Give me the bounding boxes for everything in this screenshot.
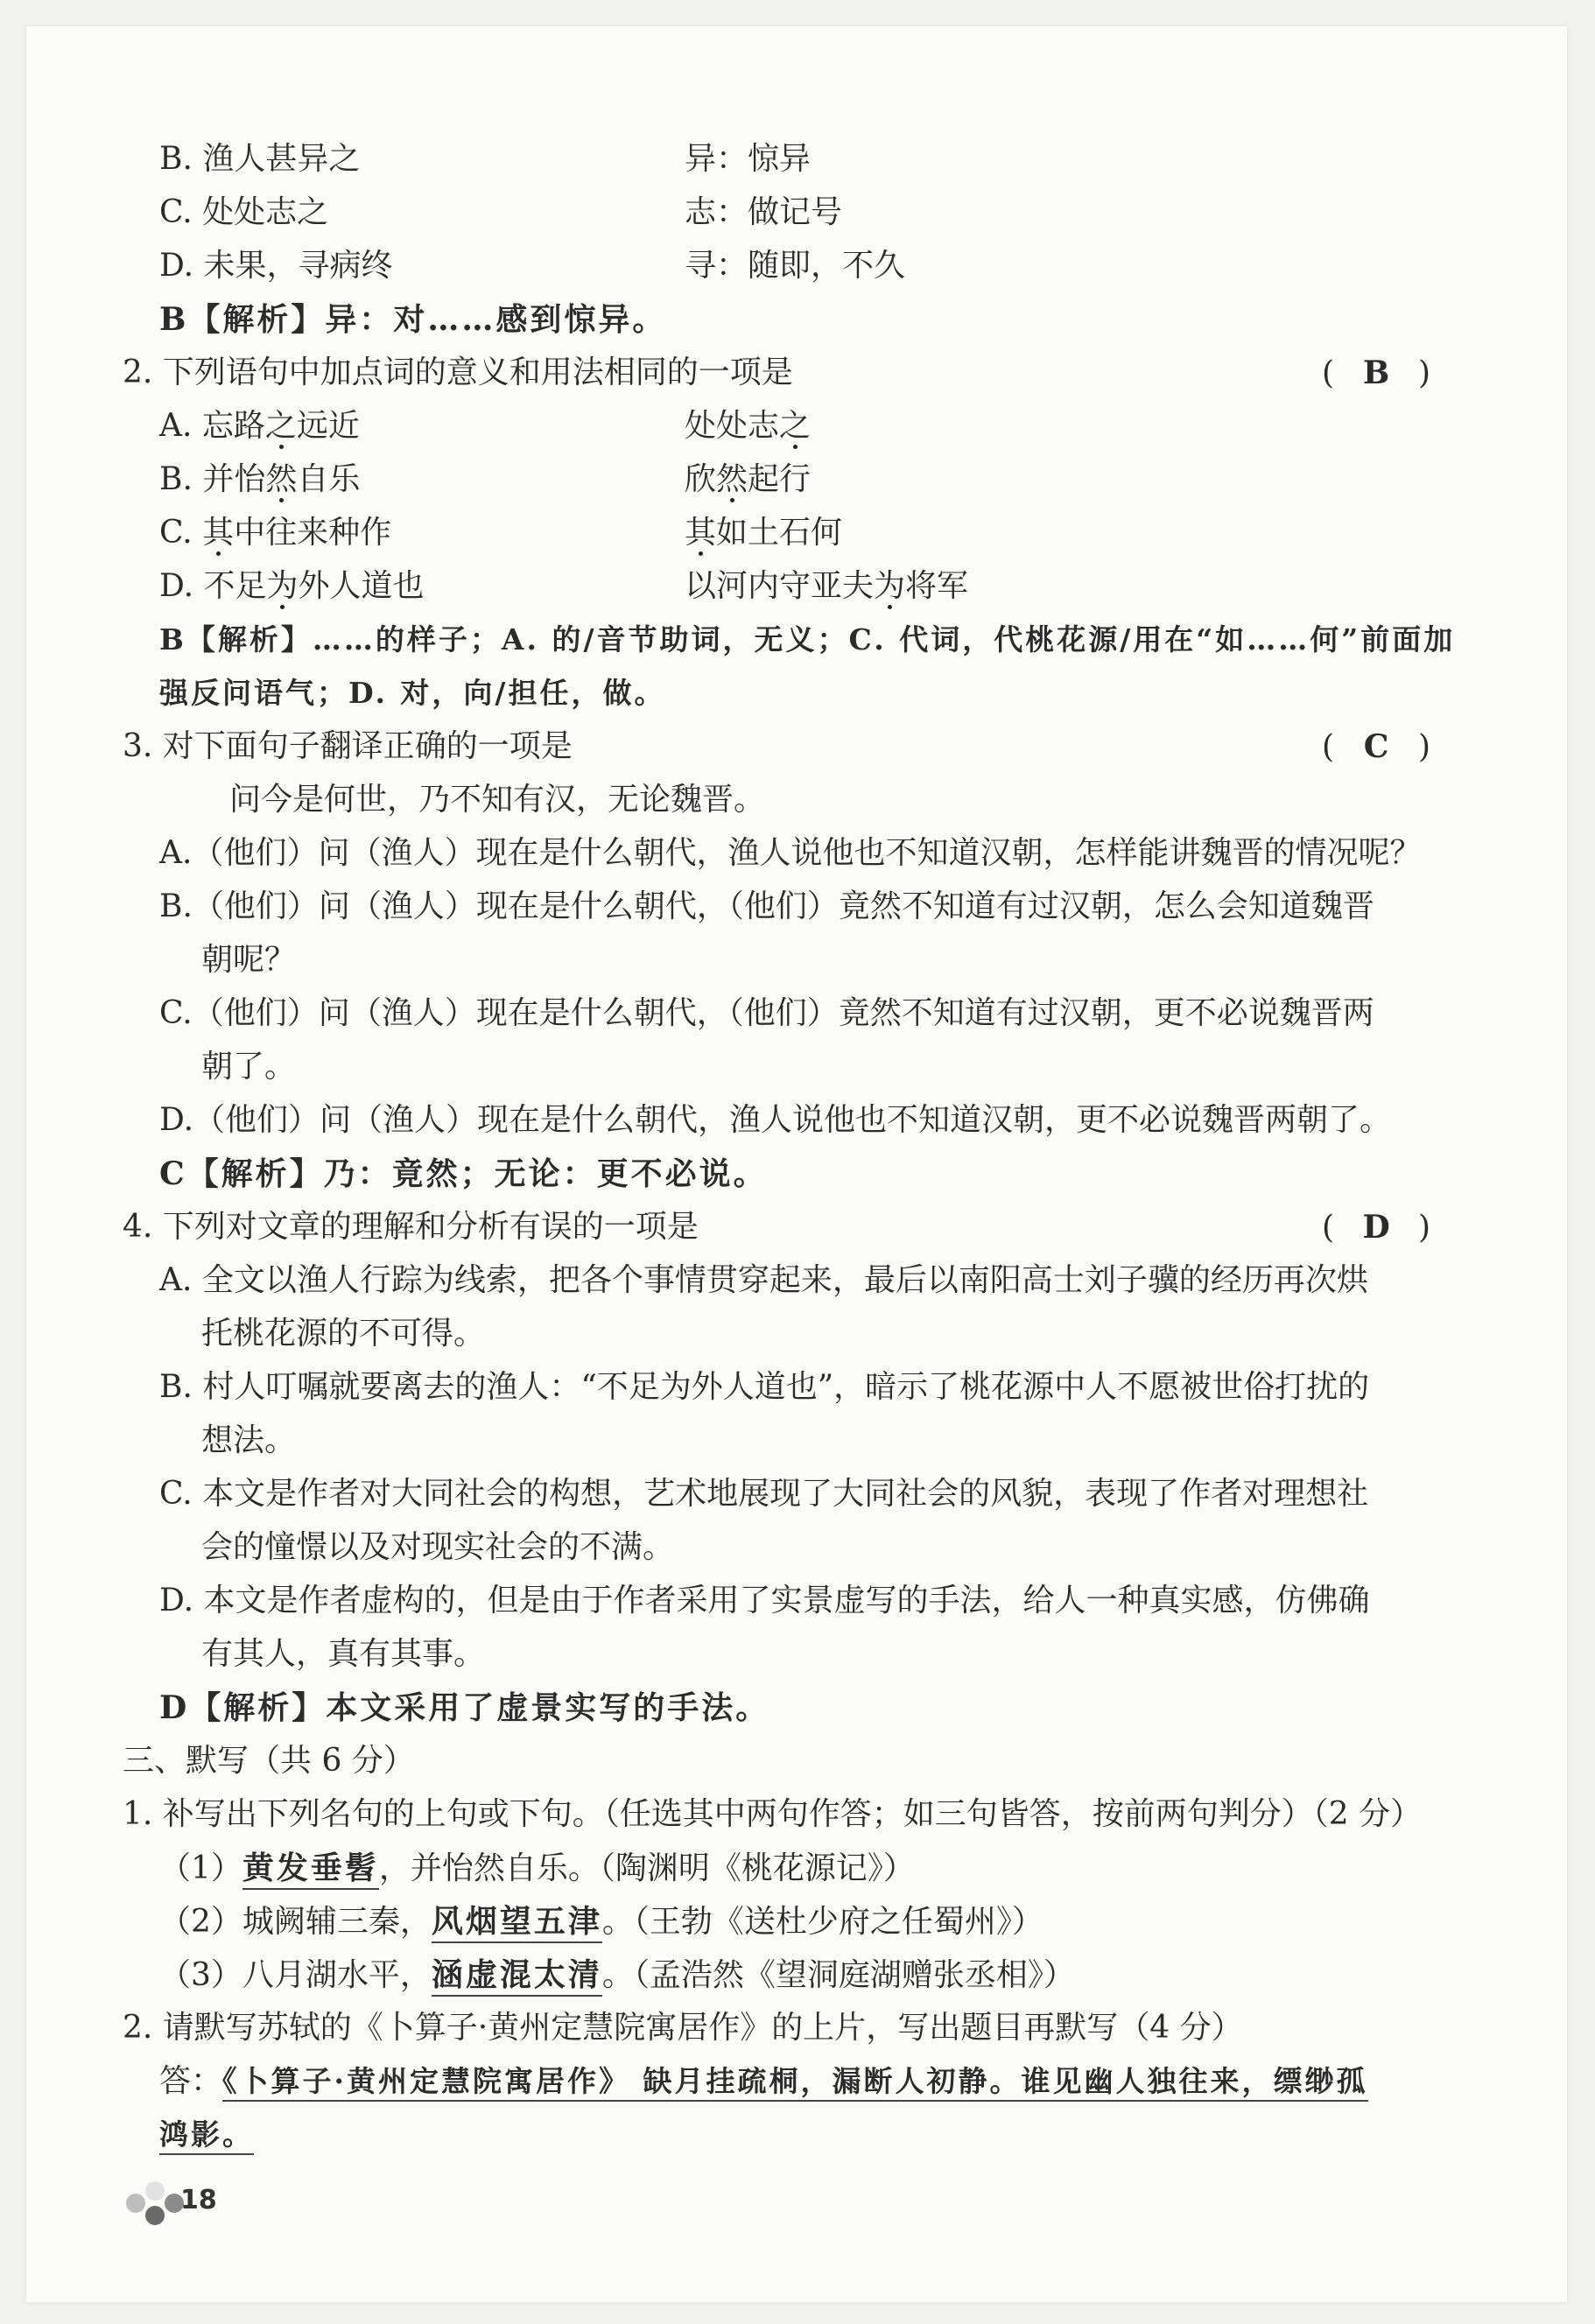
section3-q2-answer-text1: 《卜算子·黄州定慧院寓居作》 缺月挂疏桐，漏断人初静。谁见幽人独往来，缥缈孤 — [222, 2064, 1367, 2102]
q2-stem: 2. 下列语句中加点词的意义和用法相同的一项是 — [123, 355, 793, 390]
q2-c-left-rest: 中往来种作 — [234, 515, 392, 551]
section3-item1-answer: 黄发垂髫 — [242, 1850, 379, 1890]
q1-option-c — [159, 193, 843, 232]
q1-option-b — [159, 140, 812, 179]
section3-item3-source: 。（孟浩然《望洞庭湖赠张丞相》） — [601, 1957, 1075, 1993]
q3-option-d: D.（他们）问（渔人）现在是什么朝代，渔人说他也不知道汉朝，更不必说魏晋两朝了。 — [159, 1102, 1392, 1138]
q4-option-d-line1: D. 本文是作者虚构的，但是由于作者采用了实景虚写的手法，给人一种真实感，仿佛确 — [159, 1583, 1370, 1618]
page-decoration-dot — [145, 2206, 165, 2225]
q2-option-d — [159, 567, 969, 606]
section3-q2-stem: 2. 请默写苏轼的《卜算子·黄州定慧院寓居作》的上片，写出题目再默写（4 分） — [123, 2010, 1243, 2046]
q1-analysis: B【解析】异：对……感到惊异。 — [159, 301, 667, 338]
q3-option-c-line1: C.（他们）问（渔人）现在是什么朝代，（他们）竟然不知道有过汉朝，更不必说魏晋两 — [159, 995, 1374, 1031]
q3-option-b-line2: 朝呢？ — [201, 942, 297, 978]
q2-d-left-text: D. 不足 — [159, 568, 267, 604]
q2-analysis-line1: B【解析】……的样子；A. 的/音节助词，无义；C. 代词，代桃花源/用在“如……何”前面加 — [159, 622, 1456, 656]
q3-option-b-line1: B.（他们）问（渔人）现在是什么朝代，（他们）竟然不知道有过汉朝，怎么会知道魏晋 — [159, 888, 1374, 924]
q2-answer-box: ( B ) — [1322, 355, 1431, 391]
q4-answer-box: ( D ) — [1322, 1209, 1431, 1246]
q2-option-b — [159, 460, 812, 499]
section3-item2-answer: 风烟望五津 — [432, 1903, 602, 1943]
q2-c-left-dotted-word: 其 — [202, 515, 235, 551]
q2-d-right-dotted-word: 为 — [874, 568, 906, 604]
page-number: 18 — [180, 2185, 217, 2215]
q4-option-b-line1: B. 村人叮嘱就要离去的渔人：“不足为外人道也”，暗示了桃花源中人不愿被世俗打扰的 — [159, 1369, 1370, 1405]
q2-option-a — [159, 407, 812, 446]
section3-item1-number: （1） — [159, 1850, 242, 1886]
q2-b-right-text: 欣 — [685, 461, 717, 497]
q2-c-left-text: C. — [159, 515, 203, 551]
q2-a-left-dotted-word: 之 — [264, 408, 297, 444]
q4-option-a-line2: 托桃花源的不可得。 — [201, 1316, 486, 1352]
q2-c-right-dotted-word: 其 — [685, 515, 717, 551]
q4-option-c-line1: C. 本文是作者对大同社会的构想，艺术地展现了大同社会的风貌，表现了作者对理想社 — [159, 1476, 1369, 1512]
q1-option-c-sentence: C. 处处志之 — [159, 194, 329, 230]
page-decoration-dot — [145, 2181, 165, 2201]
section3-q2-answer-text2: 鸿影。 — [159, 2117, 254, 2155]
section3-item3-text: （3）八月湖水平， — [159, 1957, 432, 1993]
q2-b-left-dotted-word: 然 — [265, 461, 298, 497]
q4-stem: 4. 下列对文章的理解和分析有误的一项是 — [123, 1209, 699, 1245]
q3-quote: 问今是何世，乃不知有汉，无论魏晋。 — [229, 782, 766, 818]
section3-item3-answer: 涵虚混太清 — [432, 1956, 602, 1997]
q2-c-right-rest: 如土石何 — [716, 515, 843, 551]
section3-heading: 三、默写（共 6 分） — [123, 1743, 415, 1779]
q2-b-right-dotted-word: 然 — [716, 461, 748, 497]
section3-q2-answer-line1 — [159, 2062, 1368, 2101]
section3-item1 — [159, 1849, 915, 1888]
q1-option-d — [159, 247, 906, 285]
section3-item3 — [159, 1955, 1075, 1995]
q3-answer-box: ( C ) — [1322, 728, 1431, 765]
q1-option-c-gloss: 志：做记号 — [685, 194, 843, 230]
section3-item2-source: 。（王勃《送杜少府之任蜀州》） — [601, 1904, 1043, 1940]
q2-b-left-rest: 自乐 — [297, 461, 361, 497]
q2-d-right-rest: 将军 — [905, 568, 969, 604]
q3-option-a: A.（他们）问（渔人）现在是什么朝代，渔人说他也不知道汉朝，怎样能讲魏晋的情况呢？ — [159, 835, 1422, 871]
q4-option-a-line1: A. 全文以渔人行踪为线索，把各个事情贯穿起来，最后以南阳高士刘子骥的经历再次烘 — [159, 1262, 1368, 1298]
q2-b-left-text: B. 并怡 — [159, 461, 266, 497]
q2-answer: B — [1362, 355, 1390, 391]
q3-answer: C — [1363, 728, 1389, 765]
section3-item2 — [159, 1902, 1043, 1941]
q4-option-c-line2: 会的憧憬以及对现实社会的不满。 — [201, 1529, 675, 1565]
q3-analysis: C【解析】乃：竟然；无论：更不必说。 — [159, 1155, 768, 1192]
q1-option-b-gloss: 异：惊异 — [685, 141, 812, 177]
q2-d-left-rest: 外人道也 — [298, 568, 425, 604]
q4-option-b-line2: 想法。 — [201, 1422, 297, 1458]
section3-q2-answer-line2 — [159, 2116, 254, 2154]
q3-stem: 3. 对下面句子翻译正确的一项是 — [123, 728, 573, 764]
section3-item1-text: ，并怡然自乐。（陶渊明《桃花源记》） — [378, 1850, 915, 1886]
section3-q1-stem: 1. 补写出下列名句的上句或下句。（任选其中两句作答；如三句皆答，按前两句判分）（2 分） — [123, 1796, 1423, 1832]
q2-a-right-dotted-word: 之 — [779, 408, 812, 444]
page-decoration-dot — [126, 2194, 145, 2213]
q4-option-d-line2: 有其人，真有其事。 — [201, 1636, 486, 1672]
section3-item2-text: （2）城阙辅三秦， — [159, 1904, 432, 1940]
q2-b-right-rest: 起行 — [748, 461, 812, 497]
q1-option-b-sentence: B. 渔人甚异之 — [159, 141, 361, 177]
q2-d-left-dotted-word: 为 — [266, 568, 299, 604]
q4-analysis: D【解析】本文采用了虚景实写的手法。 — [159, 1689, 770, 1726]
q2-d-right-text: 以河内守亚夫 — [685, 568, 875, 604]
q3-option-c-line2: 朝了。 — [201, 1049, 297, 1085]
q2-a-right-text: 处处志 — [685, 408, 780, 444]
q1-option-d-sentence: D. 未果，寻病终 — [159, 248, 393, 284]
q1-option-d-gloss: 寻：随即，不久 — [685, 248, 906, 284]
q4-answer: D — [1362, 1209, 1390, 1246]
q2-a-left-rest: 远近 — [296, 408, 360, 444]
q2-analysis-line2: 强反问语气；D. 对，向/担任，做。 — [159, 676, 666, 710]
section3-q2-answer-label: 答： — [159, 2063, 223, 2099]
q2-option-c — [159, 514, 843, 552]
document-page — [26, 26, 1567, 2302]
q2-a-left-text: A. 忘路 — [159, 408, 265, 444]
